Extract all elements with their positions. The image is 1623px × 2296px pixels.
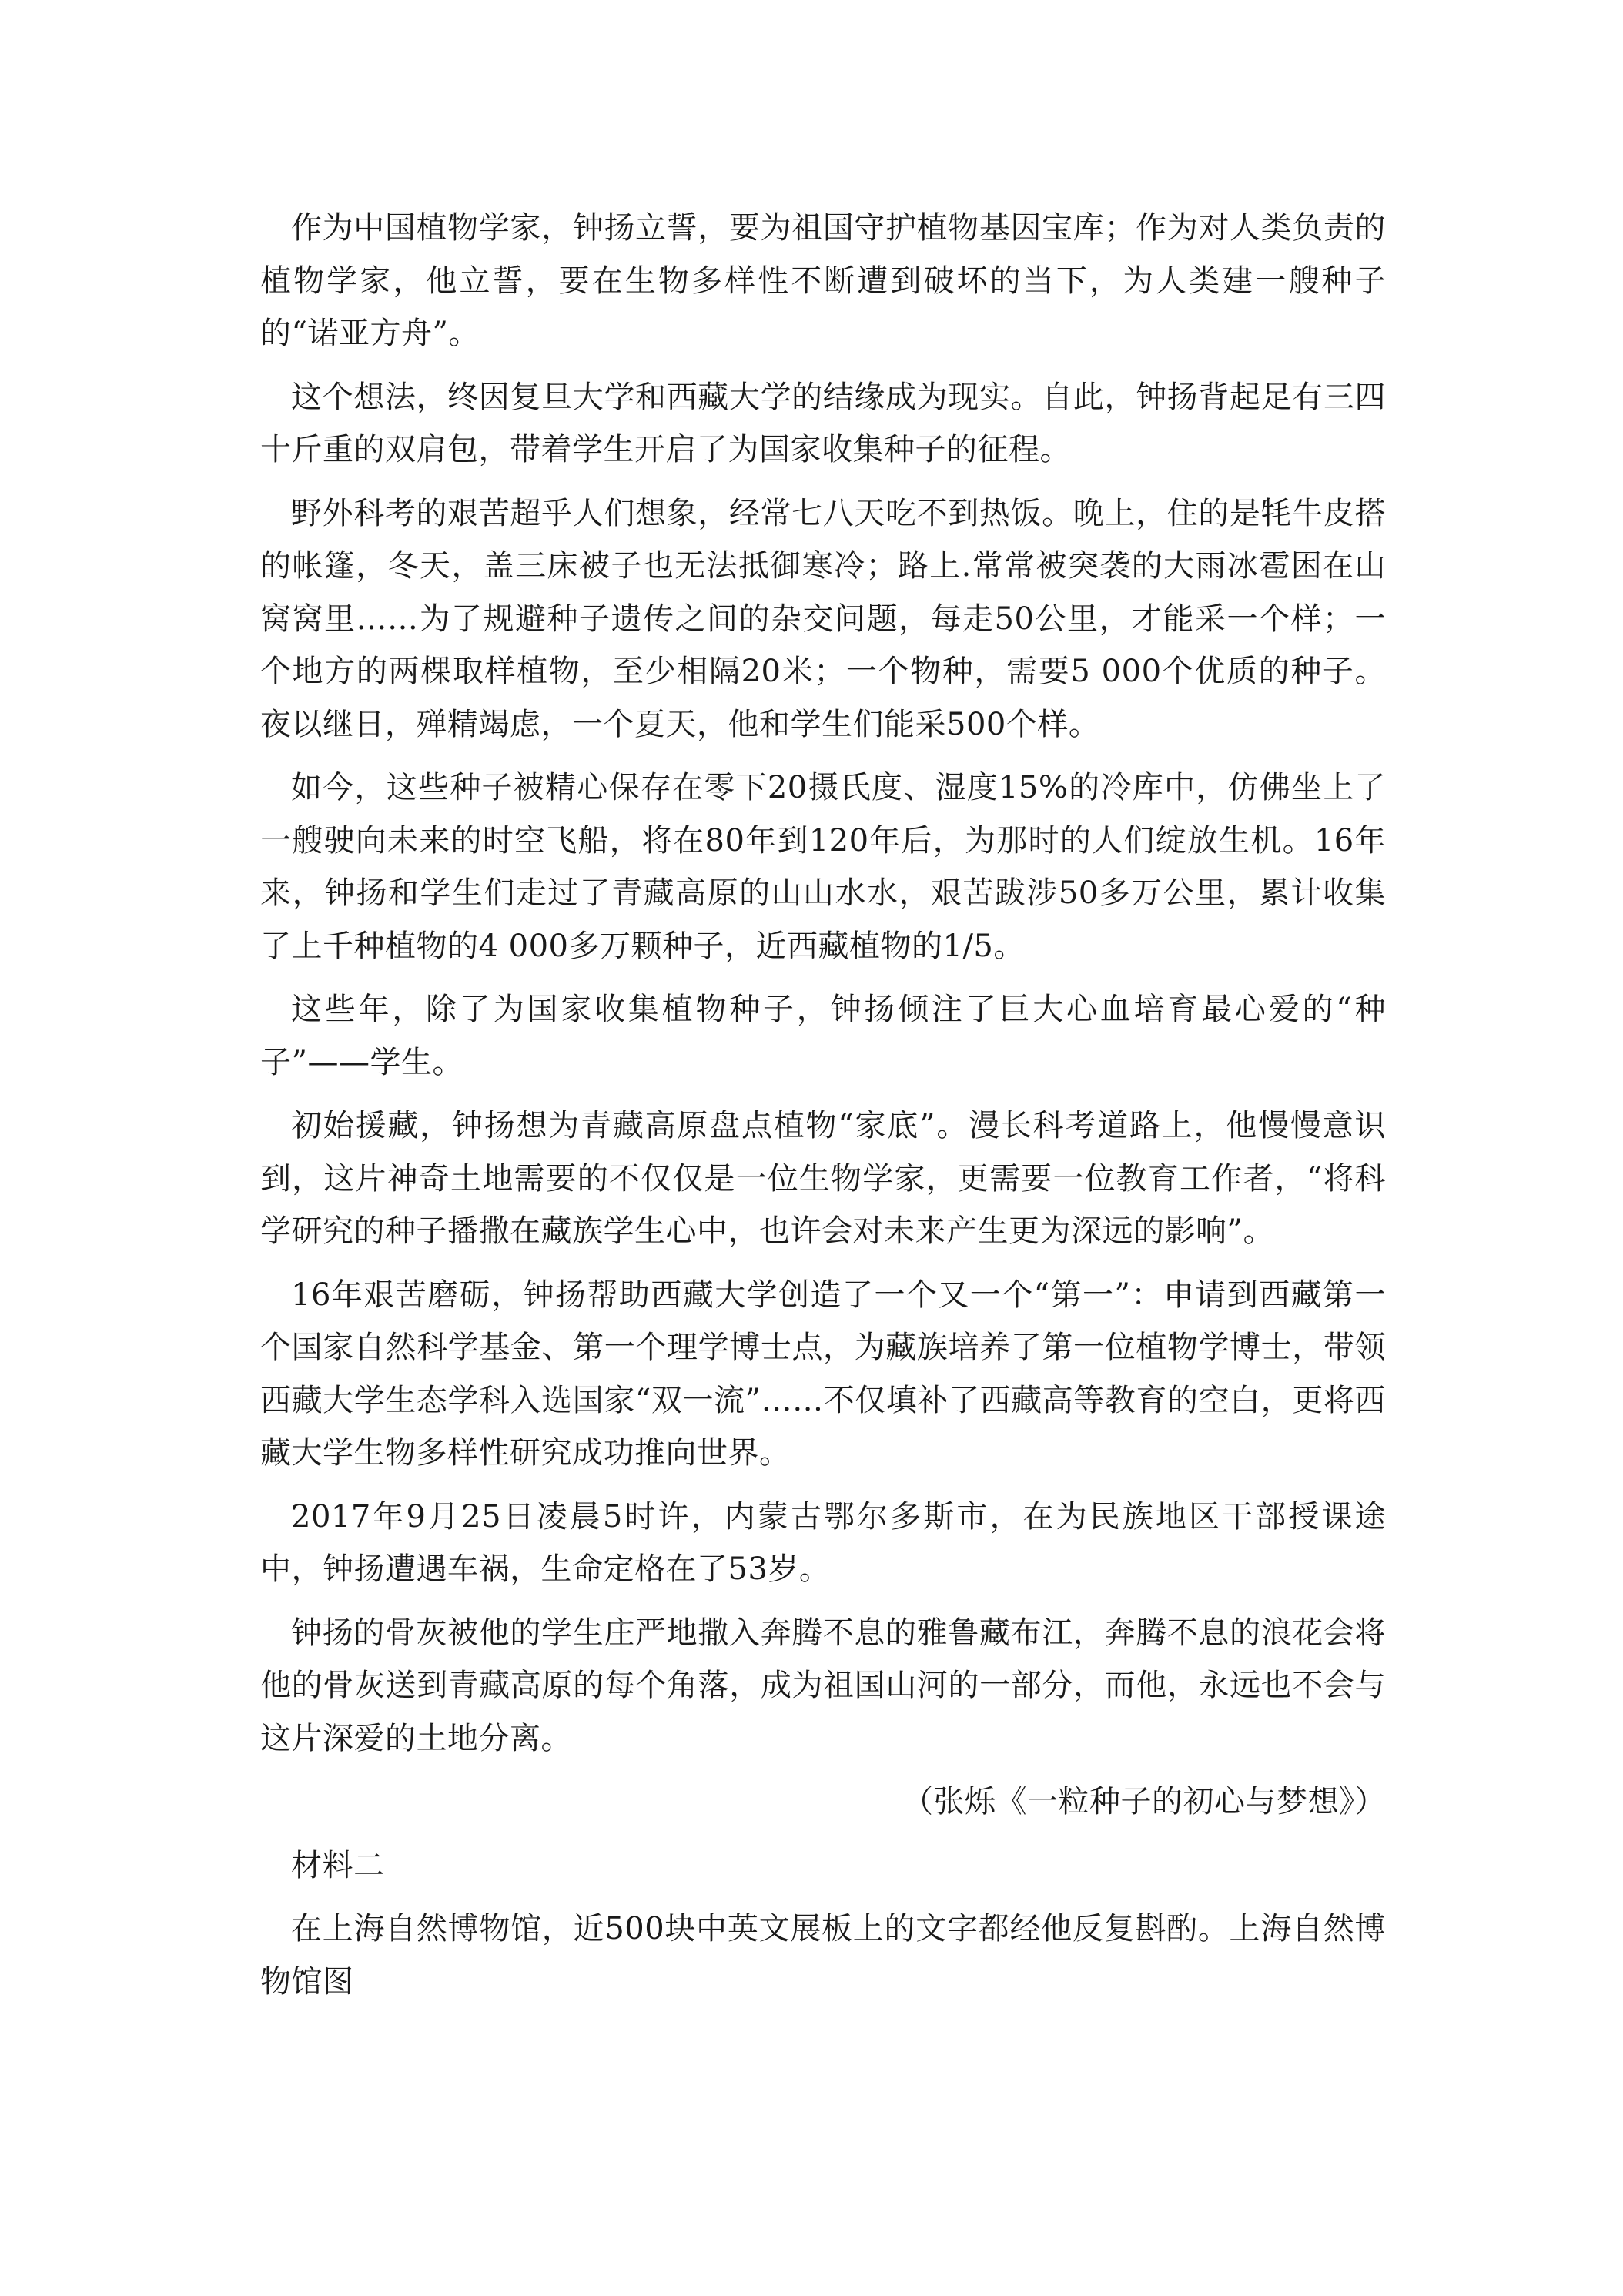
paragraph-5: 这些年，除了为国家收集植物种子，钟扬倾注了巨大心血培育最心爱的“种子”——学生。 <box>260 992 1386 1080</box>
paragraph-1: 作为中国植物学家，钟扬立誓，要为祖国守护植物基因宝库；作为对人类负责的植物学家，他立誓，要在生物多样性不断遭到破坏的当下，为人类建一艘种子的“诺亚方舟”。 <box>260 210 1386 351</box>
section-heading: 材料二 <box>291 1847 385 1883</box>
source-citation: （张烁《一粒种子的初心与梦想》） <box>902 1784 1386 1819</box>
paragraph-9: 钟扬的骨灰被他的学生庄严地撒入奔腾不息的雅鲁藏布江，奔腾不息的浪花会将他的骨灰送到青藏高原的每个角落，成为祖国山河的一部分，而他，永远也不会与这片深爱的土地分离。 <box>260 1615 1386 1756</box>
paragraph-7: 16年艰苦磨砺，钟扬帮助西藏大学创造了一个又一个“第一”：申请到西藏第一个国家自然科学基金、第一个理学博士点，为藏族培养了第一位植物学博士，带领西藏大学生态学科入选国家“双一流”……不仅填补了西藏高等教育的空白，更将西藏大学生物多样性研究成功推向世界。 <box>260 1277 1386 1471</box>
paragraph-6: 初始援藏，钟扬想为青藏高原盘点植物“家底”。漫长科考道路上，他慢慢意识到，这片神奇土地需要的不仅仅是一位生物学家，更需要一位教育工作者，“将科学研究的种子播撒在藏族学生心中，也许会对未来产生更为深远的影响”。 <box>260 1108 1386 1249</box>
paragraph-8: 2017年9月25日凌晨5时许，内蒙古鄂尔多斯市，在为民族地区干部授课途中，钟扬遭遇车祸，生命定格在了53岁。 <box>260 1498 1386 1587</box>
article-body <box>260 202 1386 2008</box>
paragraph-10: 在上海自然博物馆，近500块中英文展板上的文字都经他反复斟酌。上海自然博物馆图 <box>260 1911 1386 2000</box>
paragraph-4: 如今，这些种子被精心保存在零下20摄氏度、湿度15%的冷库中，仿佛坐上了一艘驶向未来的时空飞船，将在80年到120年后，为那时的人们绽放生机。16年来，钟扬和学生们走过了青藏高原的山山水水，艰苦跋涉50多万公里，累计收集了上千种植物的4 000多万颗种子，近西藏植物的1/5。 <box>260 770 1386 964</box>
paragraph-3: 野外科考的艰苦超乎人们想象，经常七八天吃不到热饭。晚上，住的是牦牛皮搭的帐篷，冬天，盖三床被子也无法抵御寒冷；路上.常常被突袭的大雨冰雹困在山窝窝里……为了规避种子遗传之间的杂交问题，每走50公里，才能采一个样；一个地方的两棵取样植物，至少相隔20米；一个物种，需要5 000个优质的种子。夜以继日，殚精竭虑，一个夏天，他和学生们能采500个样。 <box>260 495 1386 742</box>
paragraph-2: 这个想法，终因复旦大学和西藏大学的结缘成为现实。自此，钟扬背起足有三四十斤重的双肩包，带着学生开启了为国家收集种子的征程。 <box>260 379 1386 467</box>
